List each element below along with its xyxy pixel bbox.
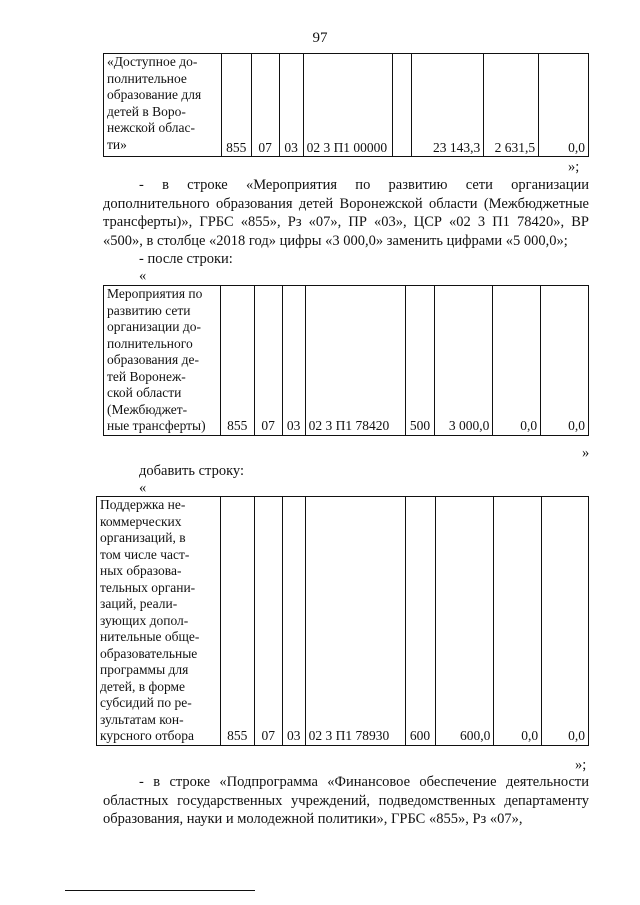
name-line: Поддержка не-	[100, 497, 186, 512]
cell-2019: 0,0	[493, 286, 541, 436]
name-line: Мероприятия по	[107, 286, 203, 301]
cell-rz: 07	[254, 286, 282, 436]
page-number: 97	[312, 30, 328, 46]
cell-2020: 0,0	[541, 286, 589, 436]
name-line: тельных органи-	[100, 579, 196, 595]
cell-2018: 600,0	[435, 497, 494, 746]
table-row	[104, 54, 589, 157]
after-row-label: - после строки:	[139, 251, 233, 267]
cell-2018: 3 000,0	[435, 286, 493, 436]
cell-rz: 07	[251, 54, 279, 157]
name-line: организаций, в	[100, 530, 186, 545]
name-line: развитию сети	[107, 302, 191, 318]
opening-quote: «	[139, 268, 147, 284]
cell-grbs: 855	[221, 54, 251, 157]
cell-grbs: 855	[220, 286, 254, 436]
name-line: образование для	[107, 87, 202, 102]
cell-pr: 03	[282, 497, 305, 746]
name-line: тей Воронеж-	[107, 368, 186, 384]
cell-csr: 02 3 П1 78930	[305, 497, 405, 746]
cell-vr: 600	[405, 497, 435, 746]
cell-2019: 0,0	[494, 497, 542, 746]
row-name	[104, 286, 221, 436]
instruction-paragraph: - в строке «Подпрограмма «Финансовое обеспечение деятельности областных государственных учреждений, подведомственных департаменту образования, науки и молодежной политики», ГРБС «855», Рз «07»,	[103, 774, 589, 827]
opening-quote: «	[139, 480, 147, 496]
footer-rule	[65, 890, 255, 891]
name-line: зультатам кон-	[100, 711, 184, 727]
table-row	[97, 497, 589, 746]
cell-2020: 0,0	[539, 54, 589, 157]
name-line: организации до-	[107, 319, 201, 334]
cell-vr	[392, 54, 412, 157]
name-line: детей в Воро-	[107, 103, 186, 119]
instruction-paragraph: - в строке «Мероприятия по развитию сети организации дополнительного образования детей Воронежской области (Межбюджетные трансферты)», ГРБС «855», Рз «07», ПР «03», ЦСР «02 3 П1 78420», ВР «500», в столбце «2018 год» цифры «3 000,0» заменить цифрами «5 000,0»;	[103, 177, 589, 249]
cell-2019: 2 631,5	[484, 54, 539, 157]
name-line: образования де-	[107, 352, 199, 367]
name-line: «Доступное до-	[107, 54, 198, 69]
name-line: ные трансферты)	[107, 418, 206, 433]
name-line: полнительного	[107, 335, 193, 351]
cell-pr: 03	[279, 54, 303, 157]
cell-csr: 02 3 П1 78420	[305, 286, 405, 436]
name-line: ных образова-	[100, 563, 182, 578]
name-line: полнительное	[107, 70, 187, 86]
name-line: ской области	[107, 385, 182, 400]
name-line: (Межбюджет-	[107, 401, 188, 417]
name-line: детей, в форме	[100, 678, 186, 694]
row-name	[104, 54, 222, 157]
budget-table-3	[96, 496, 589, 746]
name-line: ти»	[107, 136, 127, 152]
name-line: нительные обще-	[100, 629, 200, 644]
name-line: коммерческих	[100, 513, 182, 529]
cell-rz: 07	[254, 497, 282, 746]
name-line: том числе част-	[100, 546, 190, 562]
closing-quote: »;	[568, 159, 580, 175]
cell-2018: 23 143,3	[412, 54, 484, 157]
name-line: заций, реали-	[100, 596, 178, 611]
closing-quote: »	[582, 445, 590, 461]
name-line: программы для	[100, 662, 189, 677]
row-name	[97, 497, 221, 746]
table-row	[104, 286, 589, 436]
cell-grbs: 855	[220, 497, 254, 746]
name-line: зующих допол-	[100, 612, 189, 628]
budget-table-1	[103, 53, 589, 157]
name-line: курсного отбора	[100, 728, 194, 743]
cell-csr: 02 3 П1 00000	[303, 54, 392, 157]
budget-table-2	[103, 285, 589, 436]
closing-quote: »;	[575, 757, 587, 773]
name-line: субсидий по ре-	[100, 695, 192, 710]
cell-pr: 03	[282, 286, 305, 436]
cell-vr: 500	[405, 286, 435, 436]
cell-2020: 0,0	[542, 497, 589, 746]
name-line: нежской облас-	[107, 120, 196, 135]
add-row-label: добавить строку:	[139, 463, 244, 479]
name-line: образовательные	[100, 645, 198, 661]
